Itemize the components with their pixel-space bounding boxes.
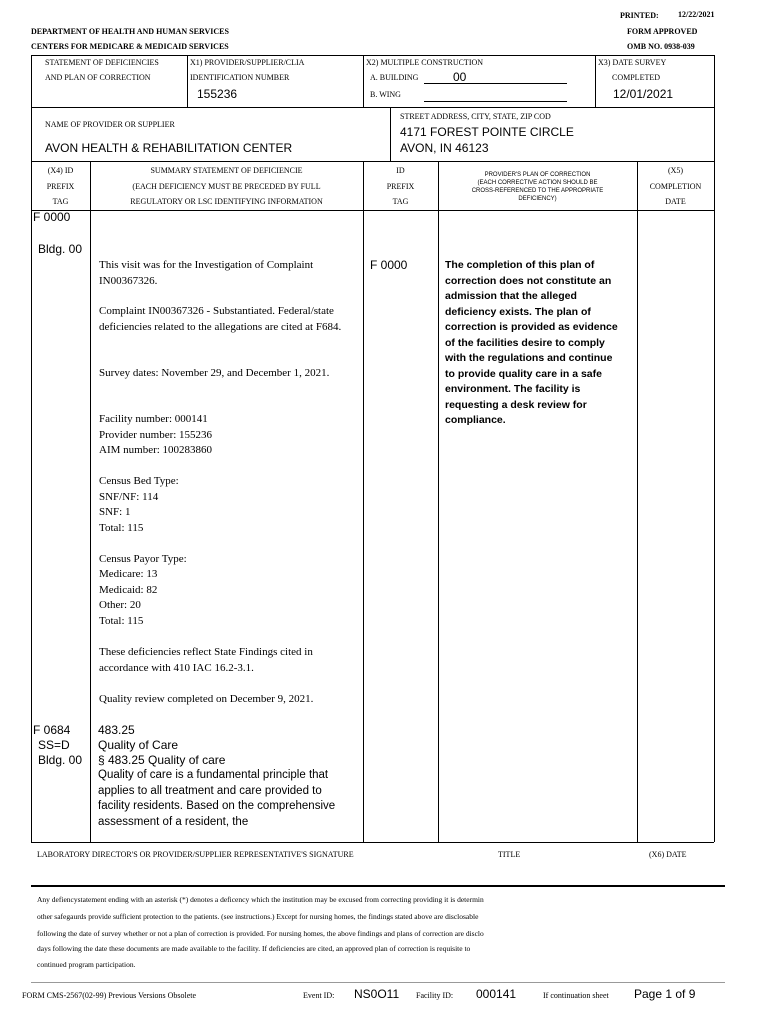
x3-sublabel: COMPLETED xyxy=(612,73,660,82)
printed-label: PRINTED: xyxy=(620,11,659,20)
building-value: 00 xyxy=(453,70,467,84)
event-id-value: NS0O11 xyxy=(354,987,400,1001)
summary-header-l2: (EACH DEFICIENCY MUST BE PRECEDED BY FULL xyxy=(132,182,321,191)
x4-header-l3: TAG xyxy=(52,197,69,206)
event-id-label: Event ID: xyxy=(303,991,335,1000)
provider-id-value: 155236 xyxy=(197,87,238,101)
disclaimer-line-2: other safegaurds provide sufficient protection to the patients. (see instructions.) Except for nursing homes, the findings stated above are disclosable xyxy=(37,912,479,921)
form-number: FORM CMS-2567(02-99) Previous Versions Obsolete xyxy=(22,991,197,1000)
wing-line xyxy=(424,101,567,102)
census-snf: SNF: 1 xyxy=(99,506,131,518)
census-medicaid: Medicaid: 82 xyxy=(99,584,158,596)
provider-name-label: NAME OF PROVIDER OR SUPPLIER xyxy=(45,120,175,129)
quality-review: Quality review completed on December 9, 2021. xyxy=(99,693,314,705)
printed-date: 12/22/2021 xyxy=(678,10,715,19)
plan-of-correction-text: The completion of this plan of correction does not constitute an admission that the alleged deficiency exists. The plan of correction is provided as evidence of the facilities desire to comply with the regulations and continue to provide quality care in a safe environment. The facility is requesting a desk review for compliance. xyxy=(445,259,618,426)
summary-paragraph-1: This visit was for the Investigation of Complaint IN00367326. xyxy=(99,259,314,287)
title-label: TITLE xyxy=(498,850,521,859)
summary-paragraph-7: These deficiencies reflect State Findings cited in accordance with 410 IAC 16.2-3.1. xyxy=(99,646,313,674)
disclaimer-line-3: following the date of survey whether or not a plan of correction is provided. For nursing homes, the above findings and plans of correction are disclo xyxy=(37,929,484,938)
x1-sublabel: IDENTIFICATION NUMBER xyxy=(190,73,290,82)
x5-header-l2: COMPLETION xyxy=(649,182,702,191)
f0684-text: Quality of care is a fundamental principle that applies to all treatment and care provided to facility residents. Based on the comprehensive assessment of a resident, the xyxy=(98,769,336,828)
department-name: DEPARTMENT OF HEALTH AND HUMAN SERVICES xyxy=(31,27,229,36)
id-tag-f0000: F 0000 xyxy=(370,258,408,272)
form-approved: FORM APPROVED xyxy=(627,27,698,36)
id-header-l3: TAG xyxy=(392,197,409,206)
address-label: STREET ADDRESS, CITY, STATE, ZIP COD xyxy=(400,112,551,121)
building-label: A. BUILDING xyxy=(370,73,419,82)
disclaimer-line-4: days following the date these documents are made available to the facility. If deficiencies are cited, an approved plan of correction is requisite to xyxy=(37,944,471,953)
f0000-building: Bldg. 00 xyxy=(38,242,83,256)
census-snf-nf: SNF/NF: 114 xyxy=(99,491,159,503)
f0000-tag: F 0000 xyxy=(33,210,71,224)
census-bed-type: Census Bed Type: xyxy=(99,475,179,487)
continuation-label: If continuation sheet xyxy=(543,991,609,1000)
plan-header-l4: DEFICIENCY) xyxy=(518,196,557,202)
x1-label: X1) PROVIDER/SUPPLIER/CLIA xyxy=(190,58,305,67)
plan-of-correction-label: AND PLAN OF CORRECTION xyxy=(45,73,151,82)
plan-header-l3: CROSS-REFERENCED TO THE APPROPRIATE xyxy=(471,188,604,194)
provider-number: Provider number: 155236 xyxy=(99,429,213,441)
x5-header-l3: DATE xyxy=(665,197,686,206)
statement-label: STATEMENT OF DEFICIENCIES xyxy=(45,58,159,67)
facility-id-label: Facility ID: xyxy=(416,991,454,1000)
address-line1: 4171 FOREST POINTE CIRCLE xyxy=(400,125,574,139)
summary-header-l3: REGULATORY OR LSC IDENTIFYING INFORMATION xyxy=(130,197,323,206)
facility-id-value: 000141 xyxy=(476,987,517,1001)
census-other: Other: 20 xyxy=(99,599,141,611)
census-medicare: Medicare: 13 xyxy=(99,568,158,580)
building-line xyxy=(424,83,567,84)
address-line2: AVON, IN 46123 xyxy=(400,141,489,155)
f0684-scope-severity: SS=D xyxy=(38,738,70,752)
summary-paragraph-3: Survey dates: November 29, and December 1, 2021. xyxy=(99,367,330,379)
provider-name-value: AVON HEALTH & REHABILITATION CENTER xyxy=(45,141,293,155)
census-payor-total: Total: 115 xyxy=(99,615,144,627)
disclaimer-line-1: Any defiencystatement ending with an asterisk (*) denotes a deficency which the institution may be excused from correcting providing it is determin xyxy=(37,895,484,904)
centers-name: CENTERS FOR MEDICARE & MEDICAID SERVICES xyxy=(31,42,229,51)
f0684-section: § 483.25 Quality of care xyxy=(98,753,226,767)
x2-label: X2) MULTIPLE CONSTRUCTION xyxy=(366,58,484,67)
wing-label: B. WING xyxy=(370,90,401,99)
summary-paragraph-2: Complaint IN00367326 - Substantiated. Federal/state deficiencies related to the allegations are cited at F684. xyxy=(99,305,342,333)
f0684-title: Quality of Care xyxy=(98,738,179,752)
census-bed-total: Total: 115 xyxy=(99,522,144,534)
f0684-building: Bldg. 00 xyxy=(38,753,83,767)
f0684-regulation: 483.25 xyxy=(98,723,135,737)
x4-header-l1: (X4) ID xyxy=(47,166,74,175)
f0684-tag: F 0684 xyxy=(33,723,71,737)
plan-header-l2: (EACH CORRECTIVE ACTION SHOULD BE xyxy=(477,180,598,186)
disclaimer-line-5: continued program participation. xyxy=(37,960,136,969)
x4-header-l2: PREFIX xyxy=(46,182,75,191)
plan-header-l1: PROVIDER'S PLAN OF CORRECTION xyxy=(484,172,591,178)
summary-header-l1: SUMMARY STATEMENT OF DEFICIENCIE xyxy=(150,166,303,175)
x6-date-label: (X6) DATE xyxy=(649,850,687,859)
director-signature-label: LABORATORY DIRECTOR'S OR PROVIDER/SUPPLIER REPRESENTATIVE'S SIGNATURE xyxy=(37,850,354,859)
facility-number: Facility number: 000141 xyxy=(99,413,208,425)
omb-number: OMB NO. 0938-039 xyxy=(627,42,695,51)
id-header-l1: ID xyxy=(396,166,405,175)
x5-header-l1: (X5) xyxy=(667,166,684,175)
aim-number: AIM number: 100283860 xyxy=(99,444,213,456)
x3-label: X3) DATE SURVEY xyxy=(598,58,667,67)
id-header-l2: PREFIX xyxy=(386,182,415,191)
survey-date-value: 12/01/2021 xyxy=(613,87,674,101)
census-payor-type: Census Payor Type: xyxy=(99,553,187,565)
page-number: Page 1 of 9 xyxy=(634,987,696,1001)
